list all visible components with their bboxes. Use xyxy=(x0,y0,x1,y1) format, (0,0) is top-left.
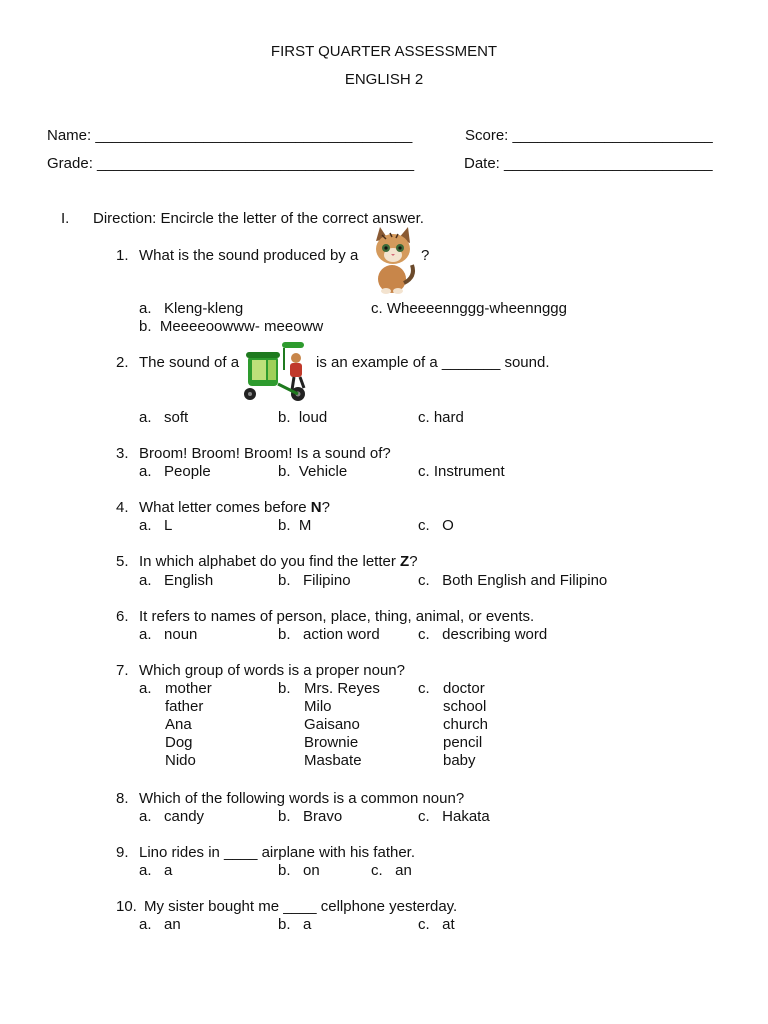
choice-a[interactable]: a. Kleng-kleng xyxy=(139,300,244,317)
section-direction: Direction: Encircle the letter of the correct answer. xyxy=(93,210,424,227)
question-text: Which group of words is a proper noun? xyxy=(139,662,405,679)
choice-c[interactable]: c. hard xyxy=(418,409,464,426)
choice-a[interactable]: a. L xyxy=(139,517,173,534)
choice-a-word: Nido xyxy=(165,752,196,769)
choice-a[interactable]: a. soft xyxy=(139,409,189,426)
choice-c[interactable]: c. Instrument xyxy=(418,463,505,480)
page-subtitle: ENGLISH 2 xyxy=(344,71,424,88)
choice-c[interactable]: c. an xyxy=(371,862,412,879)
score-field[interactable]: Score: ________________________ xyxy=(465,127,713,144)
choice-a-letter[interactable]: a. xyxy=(139,680,152,697)
question-number: 6. xyxy=(116,608,129,625)
choice-a-word: Dog xyxy=(165,734,193,751)
choice-c[interactable]: c. Both English and Filipino xyxy=(418,572,608,589)
choice-c[interactable]: c. describing word xyxy=(418,626,548,643)
choice-c-word: pencil xyxy=(443,734,483,751)
question-number: 7. xyxy=(116,662,129,679)
question-number: 4. xyxy=(116,499,129,516)
question-text: What letter comes before N? xyxy=(139,499,330,516)
date-field[interactable]: Date: _________________________ xyxy=(464,155,713,172)
choice-b-word: Milo xyxy=(304,698,332,715)
choice-b[interactable]: b. on xyxy=(278,862,320,879)
question-number: 8. xyxy=(116,790,129,807)
choice-b-letter[interactable]: b. xyxy=(278,680,291,697)
choice-b[interactable]: b. Filipino xyxy=(278,572,351,589)
question-number: 1. xyxy=(116,247,129,264)
choice-b-word: Gaisano xyxy=(304,716,360,733)
choice-a-word: mother xyxy=(165,680,212,697)
question-text: It refers to names of person, place, thing, animal, or events. xyxy=(139,608,535,625)
choice-b[interactable]: b. Vehicle xyxy=(278,463,348,480)
cat-image xyxy=(368,225,420,297)
choice-a[interactable]: a. noun xyxy=(139,626,198,643)
question-text: What is the sound produced by a xyxy=(139,247,359,264)
question-text: My sister bought me ____ cellphone yesterday. xyxy=(144,898,458,915)
bold-letter: N xyxy=(310,499,322,516)
question-text: Lino rides in ____ airplane with his father. xyxy=(139,844,416,861)
page-title: FIRST QUARTER ASSESSMENT xyxy=(270,43,498,60)
choice-b[interactable]: b. loud xyxy=(278,409,328,426)
choice-a[interactable]: a. an xyxy=(139,916,181,933)
choice-b[interactable]: b. Bravo xyxy=(278,808,343,825)
choice-a[interactable]: a. English xyxy=(139,572,214,589)
choice-c-word: school xyxy=(443,698,487,715)
choice-c[interactable]: c. Hakata xyxy=(418,808,490,825)
choice-c-word: doctor xyxy=(443,680,485,697)
choice-c[interactable]: c. at xyxy=(418,916,455,933)
tricycle-image xyxy=(244,340,316,404)
grade-field[interactable]: Grade: ______________________________________ xyxy=(47,155,415,172)
question-text: Broom! Broom! Broom! Is a sound of? xyxy=(139,445,391,462)
choice-c-word: church xyxy=(443,716,489,733)
choice-b[interactable]: b. action word xyxy=(278,626,380,643)
question-number: 3. xyxy=(116,445,129,462)
choice-c-word: baby xyxy=(443,752,476,769)
choice-c[interactable]: c. O xyxy=(418,517,454,534)
question-text-end: is an example of a _______ sound. xyxy=(316,354,550,371)
question-text: Which of the following words is a common noun? xyxy=(139,790,465,807)
choice-b-word: Masbate xyxy=(304,752,362,769)
choice-a[interactable]: a. People xyxy=(139,463,211,480)
question-number: 10. xyxy=(116,898,137,915)
choice-b[interactable]: b. M xyxy=(278,517,312,534)
choice-c-letter[interactable]: c. xyxy=(418,680,430,697)
name-field[interactable]: Name: ______________________________________ xyxy=(47,127,413,144)
bold-letter: Z xyxy=(400,553,410,570)
choice-b-word: Mrs. Reyes xyxy=(304,680,380,697)
question-text: The sound of a xyxy=(139,354,240,371)
choice-b[interactable]: b. Meeeeoowww- meeoww xyxy=(139,318,324,335)
choice-b[interactable]: b. a xyxy=(278,916,312,933)
question-text-end: ? xyxy=(421,247,430,264)
choice-a-word: Ana xyxy=(165,716,192,733)
section-numeral: I. xyxy=(61,210,70,227)
choice-a[interactable]: a. candy xyxy=(139,808,205,825)
choice-b-word: Brownie xyxy=(304,734,359,751)
choice-a-word: father xyxy=(165,698,204,715)
question-number: 9. xyxy=(116,844,129,861)
question-number: 5. xyxy=(116,553,129,570)
choice-a[interactable]: a. a xyxy=(139,862,173,879)
choice-c[interactable]: c. Wheeeennggg-wheennggg xyxy=(371,300,567,317)
question-number: 2. xyxy=(116,354,129,371)
question-text: In which alphabet do you find the letter Z? xyxy=(139,553,418,570)
